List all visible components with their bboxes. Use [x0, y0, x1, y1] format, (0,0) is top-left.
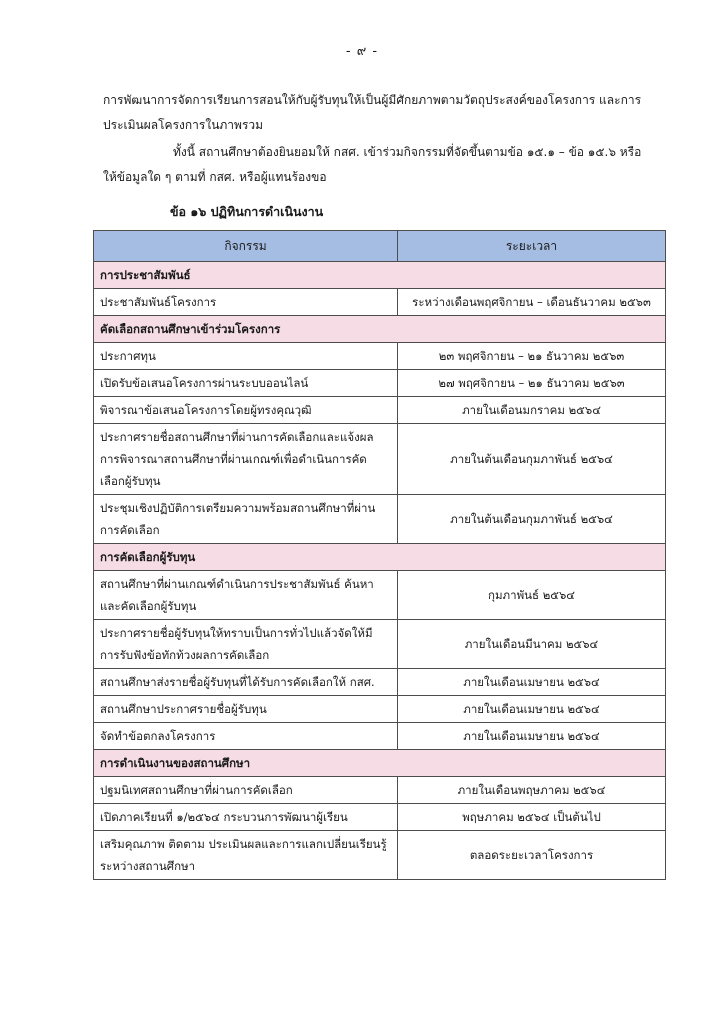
- period-cell: ภายในเดือนพฤษภาคม ๒๕๖๔: [398, 777, 666, 804]
- period-cell: ภายในเดือนเมษายน ๒๕๖๔: [398, 723, 666, 750]
- group-row: [94, 316, 666, 343]
- period-cell: ภายในเดือนเมษายน ๒๕๖๔: [398, 696, 666, 723]
- table-header-row: [94, 231, 666, 262]
- table-row: [94, 343, 666, 370]
- table-row: [94, 370, 666, 397]
- period-cell: ภายในเดือนเมษายน ๒๕๖๔: [398, 669, 666, 696]
- header-activity: กิจกรรม: [94, 231, 398, 262]
- period-cell: ภายในต้นเดือนกุมภาพันธ์ ๒๕๖๔: [398, 424, 666, 495]
- group-title: การประชาสัมพันธ์: [94, 262, 666, 289]
- intro-paragraph: การพัฒนาการจัดการเรียนการสอนให้กับผู้รับทุนให้เป็นผู้มีศักยภาพตามวัตถุประสงค์ของโครงการ และการประเมินผลโครงการในภาพรวม: [103, 93, 642, 132]
- period-cell: กุมภาพันธ์ ๒๕๖๔: [398, 571, 666, 620]
- period-cell: ๒๗ พฤศจิกายน – ๒๑ ธันวาคม ๒๕๖๓: [398, 370, 666, 397]
- period-cell: ตลอดระยะเวลาโครงการ: [398, 831, 666, 880]
- activity-cell: จัดทำข้อตกลงโครงการ: [94, 723, 398, 750]
- group-title: การดำเนินงานของสถานศึกษา: [94, 750, 666, 777]
- table-row: [94, 495, 666, 544]
- activity-cell: เปิดรับข้อเสนอโครงการผ่านระบบออนไลน์: [94, 370, 398, 397]
- period-cell: ภายในเดือนมกราคม ๒๕๖๔: [398, 397, 666, 424]
- header-period: ระยะเวลา: [398, 231, 666, 262]
- table-row: [94, 777, 666, 804]
- period-cell: ภายในเดือนมีนาคม ๒๕๖๔: [398, 620, 666, 669]
- activity-cell: ประกาศทุน: [94, 343, 398, 370]
- period-cell: พฤษภาคม ๒๕๖๔ เป็นต้นไป: [398, 804, 666, 831]
- activity-cell: พิจารณาข้อเสนอโครงการโดยผู้ทรงคุณวุฒิ: [94, 397, 398, 424]
- table-row: [94, 424, 666, 495]
- activity-cell: ประกาศรายชื่อผู้รับทุนให้ทราบเป็นการทั่วไปแล้วจัดให้มีการรับฟังข้อทักท้วงผลการคัดเลือก: [94, 620, 398, 669]
- table-row: [94, 804, 666, 831]
- period-cell: ภายในต้นเดือนกุมภาพันธ์ ๒๕๖๔: [398, 495, 666, 544]
- schedule-table: [93, 230, 666, 880]
- section-heading: ข้อ ๑๖ ปฏิทินการดำเนินงาน: [170, 204, 324, 219]
- table-row: [94, 289, 666, 316]
- table-row: [94, 571, 666, 620]
- table-row: [94, 397, 666, 424]
- activity-cell: ประชุมเชิงปฏิบัติการเตรียมความพร้อมสถานศึกษาที่ผ่านการคัดเลือก: [94, 495, 398, 544]
- activity-cell: เสริมคุณภาพ ติดตาม ประเมินผลและการแลกเปลี่ยนเรียนรู้ระหว่างสถานศึกษา: [94, 831, 398, 880]
- table-row: [94, 723, 666, 750]
- activity-cell: สถานศึกษาส่งรายชื่อผู้รับทุนที่ได้รับการคัดเลือกให้ กสศ.: [94, 669, 398, 696]
- group-row: [94, 544, 666, 571]
- table-row: [94, 620, 666, 669]
- group-title: การคัดเลือกผู้รับทุน: [94, 544, 666, 571]
- table-row: [94, 831, 666, 880]
- activity-cell: ประชาสัมพันธ์โครงการ: [94, 289, 398, 316]
- activity-cell: ปฐมนิเทศสถานศึกษาที่ผ่านการคัดเลือก: [94, 777, 398, 804]
- activity-cell: ประกาศรายชื่อสถานศึกษาที่ผ่านการคัดเลือกและแจ้งผลการพิจารณาสถานศึกษาที่ผ่านเกณฑ์เพื่อดำเนินการคัดเลือกผู้รับทุน: [94, 424, 398, 495]
- table-row: [94, 669, 666, 696]
- period-cell: ระหว่างเดือนพฤศจิกายน – เดือนธันวาคม ๒๕๖๓: [398, 289, 666, 316]
- activity-cell: สถานศึกษาที่ผ่านเกณฑ์ดำเนินการประชาสัมพันธ์ ค้นหาและคัดเลือกผู้รับทุน: [94, 571, 398, 620]
- group-title: คัดเลือกสถานศึกษาเข้าร่วมโครงการ: [94, 316, 666, 343]
- activity-cell: สถานศึกษาประกาศรายชื่อผู้รับทุน: [94, 696, 398, 723]
- page-number: - ๙ -: [345, 44, 379, 59]
- group-row: [94, 750, 666, 777]
- table-row: [94, 696, 666, 723]
- period-cell: ๒๓ พฤศจิกายน – ๒๑ ธันวาคม ๒๕๖๓: [398, 343, 666, 370]
- group-row: [94, 262, 666, 289]
- consent-paragraph: ทั้งนี้ สถานศึกษาต้องยินยอมให้ กสศ. เข้าร่วมกิจกรรมที่จัดขึ้นตามข้อ ๑๕.๑ – ข้อ ๑๕.๖ หรือให้ข้อมูลใด ๆ ตามที่ กสศ. หรือผู้แทนร้องขอ: [103, 145, 642, 184]
- activity-cell: เปิดภาคเรียนที่ ๑/๒๕๖๔ กระบวนการพัฒนาผู้เรียน: [94, 804, 398, 831]
